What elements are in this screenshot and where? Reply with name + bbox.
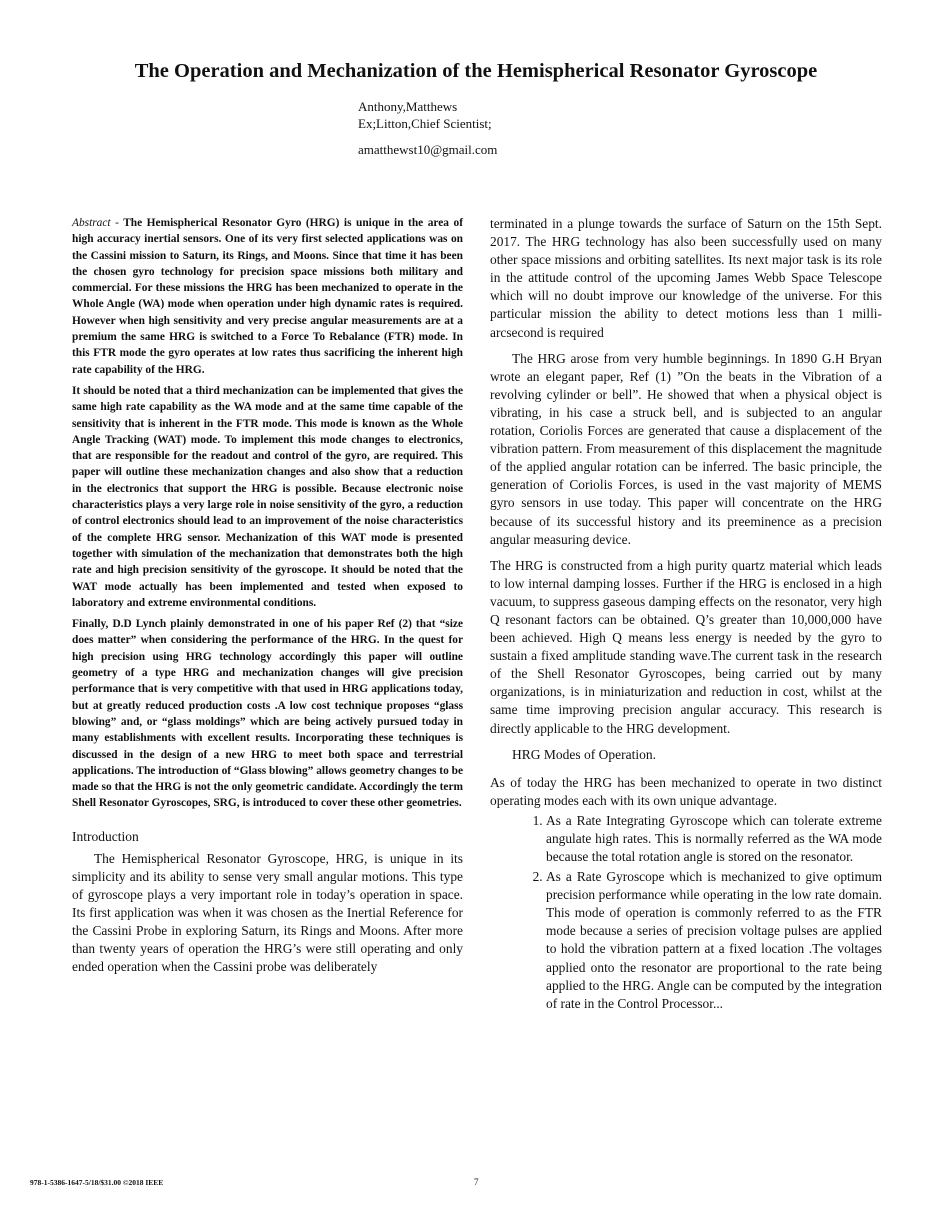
abstract-paragraph-2: It should be noted that a third mechanization can be implemented that gives the same high rate capability as the WA mode and at the same time capable of the sensitivity that is inherent in the FTR mode. This mode is known as the Whole Angle Tracking (WAT) mode. To implement this mode changes to electronics, that are responsible for the readout and control of the gyro, are required. This paper will outline these mechanization changes and also show that a reduction in the electronics that support the HRG is possible. Because electronic noise characteristics plays a very large role in noise sensitivity of the gyro, a reduction of control electronics should lead to an improvement of the noise characteristics of the complete HRG sensor. Mechanization of this WAT mode is presented together with simulation of the mechanization that demonstrates both the high rate and high precision sensitivity of the gyroscope. It should be noted that the WAT mode actually has been implemented and tested when exposed to laboratory and extreme environmental conditions. xyxy=(72,384,463,609)
author-affiliation: Ex;Litton,Chief Scientist; xyxy=(358,116,492,131)
introduction-paragraph: The Hemispherical Resonator Gyroscope, HRG, is unique in its simplicity and its ability to sense very small angular motions. This type of gyroscope plays a very important role in today’s operation in space. Its first application was when it was chosen as the Inertial Reference for the Cassini Probe in exploring Saturn, its Rings and Moons. After more than twenty years of operation the HRG’s were still operating and only ended operation when the Cassini probe was deliberately xyxy=(72,850,463,975)
abstract-text-1: The Hemispherical Resonator Gyro (HRG) is unique in the area of high accuracy inertial sensors. One of its very first selected applications was on the Cassini mission to Saturn, its Rings, and Moons. Since that time it has been the chosen gyro technology for precision space missions both military and commercial. For these missions the HRG has been mechanized to operate in the Whole Angle (WA) mode when operation under high dynamic rates is required. However when high sensitivity and very precise angular measurements are at a premium the same HRG is switched to a Force To Rebalance (FTR) mode. In this FTR mode the gyro operates at low rates thus sacrificing the inherent high rate capability of the HRG. xyxy=(72,217,463,376)
author-name: Anthony,Matthews xyxy=(358,99,458,114)
modes-list xyxy=(490,812,882,1013)
list-item: 1. As a Rate Integrating Gyroscope which can tolerate extreme angulate high rates. This is normally referred as the WA mode because the total rotation angle is stored on the resonator. xyxy=(546,812,882,866)
left-column xyxy=(72,215,463,984)
right-column xyxy=(490,215,882,1015)
author-email[interactable]: amatthewst10@gmail.com xyxy=(358,142,498,157)
list-item: 2. As a Rate Gyroscope which is mechanized to give optimum precision performance while operating in the low rate domain. This mode of operation is commonly referred to as the FTR mode because a series of precision voltage pulses are applied to hold the vibration pattern at a fixed location .The voltages applied onto the resonator are proportional to the rate being applied to the HRG. Angle can be computed by the integration of rate in the Control Processor... xyxy=(546,868,882,1013)
introduction-heading: Introduction xyxy=(72,828,139,844)
page-number: 7 xyxy=(474,1177,479,1187)
paper-title: The Operation and Mechanization of the Hemispherical Resonator Gyroscope xyxy=(134,60,818,82)
paragraph-continuation: terminated in a plunge towards the surface of Saturn on the 15th Sept. 2017. The HRG technology has also been successfully used on many other space missions and orbiting satellites. Its next major task is its role in the attitude control of the upcoming James Webb Space Telescope which will no doubt improve our knowledge of the universe. For this particular mission the ability to detect motions less than 1 milli-arcsecond is required xyxy=(490,216,882,340)
author-block xyxy=(358,98,497,158)
modes-heading: HRG Modes of Operation. xyxy=(512,746,656,762)
abstract-paragraph-1 xyxy=(72,215,463,378)
paragraph-quartz: The HRG is constructed from a high purity quartz material which leads to low internal damping losses. Further if the HRG is enclosed in a high vacuum, to suppress gaseous damping effects on the resonator, very high Q resonant factors can be obtained. Q’s greater than 10,000,000 have been achieved. High Q means less energy is needed by the gyro to sustain a fixed amplitude standing wave.The current task in the research of the Shell Resonator Gyroscopes, being carried out by many organizations, is in miniaturization and reduction in cost, whilst at the same time improving precision angular accuracy. This research is directly applicable to the HRG development. xyxy=(490,557,882,736)
abstract-paragraph-3: Finally, D.D Lynch plainly demonstrated in one of his paper Ref (2) that “size does matter” when considering the performance of the HRG. In the quest for high precision using HRG technology accordingly this paper will outline geometry of a type HRG and mechanization changes will give precision performance that is very competitive with that used in HRG applications today, but at greatly reduced production costs .A low cost technique proposes “glass blowing” and, or “glass moldings” which are being actively pursued today in many establishments with excellent results. Incorporating these techniques is discussed in the design of a new HRG to meet both space and terrestrial applications. The introduction of “Glass blowing” allows geometry changes to be made so that the HRG is not the only geometric candidate. Accordingly the term Shell Resonator Gyroscopes, SRG, is introduced to cover these other geometries. xyxy=(72,618,464,810)
copyright-footer: 978-1-5386-1647-5/18/$31.00 ©2018 IEEE xyxy=(30,1178,164,1187)
paragraph-bryan: The HRG arose from very humble beginnings. In 1890 G.H Bryan wrote an elegant paper, Ref (1) ”On the beats in the Vibration of a revolving cylinder or bell”. He showed that when a physical object is vibrating, in his case a struck bell, and is subjected to an angular rotation, Coriolis Forces are generated that cause a displacement of the vibration pattern. From measurement of this displacement the magnitude of the applied angular rotation can be inferred. The basic principle, the generation of Coriolis Forces, is used in the vast majority of MEMS gyro sensors in use today. This paper will concentrate on the HRG because of its successful history and its preeminence as a precision angular measuring device. xyxy=(490,350,882,547)
modes-intro: As of today the HRG has been mechanized to operate in two distinct operating modes each with its own unique advantage. xyxy=(490,774,882,808)
abstract-label: Abstract - xyxy=(72,217,119,229)
